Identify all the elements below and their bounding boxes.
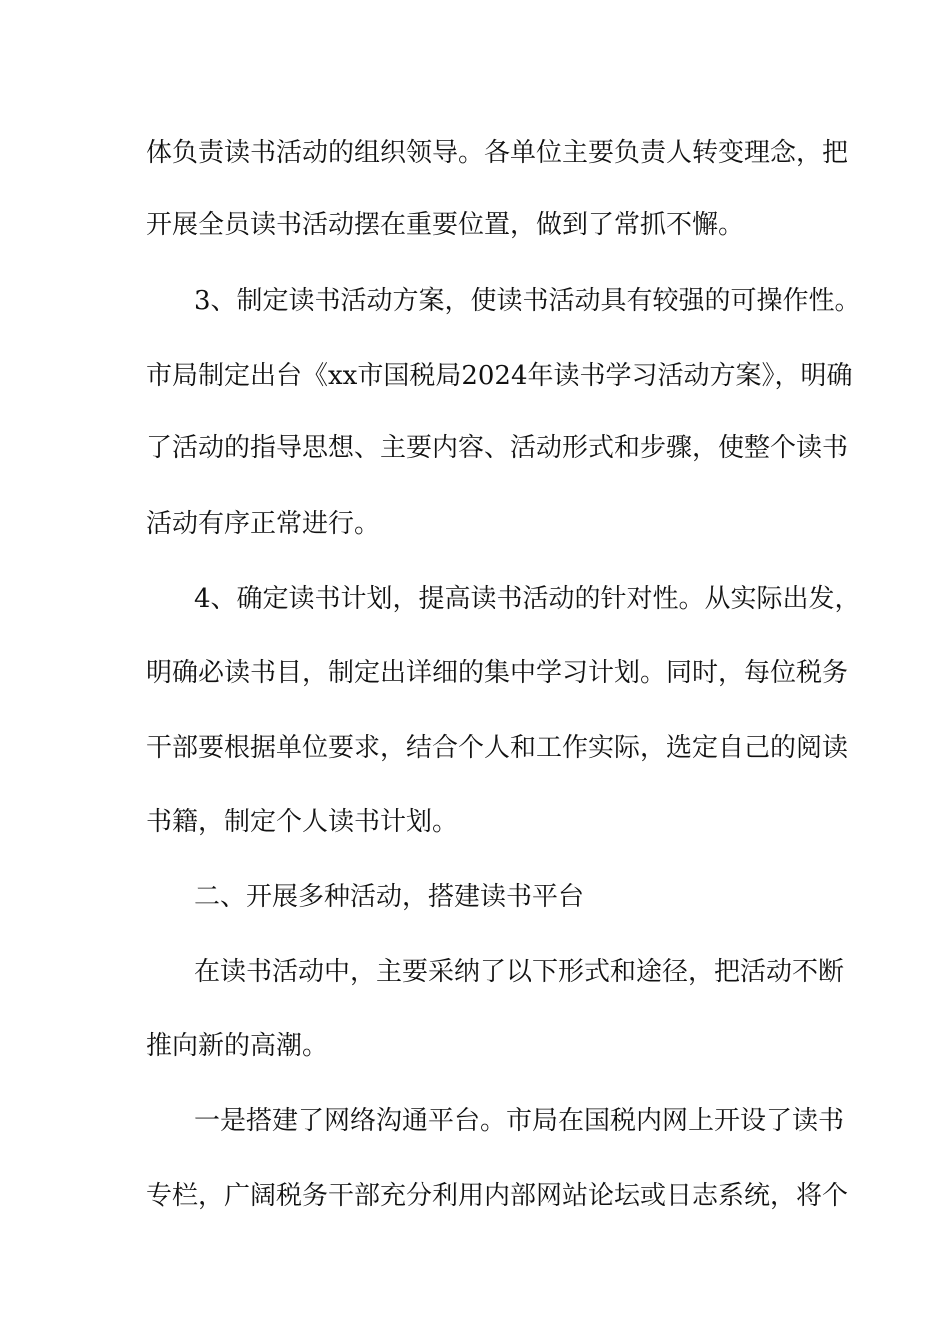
text-line-5: 了活动的指导思想、主要内容、活动形式和步骤，使整个读书 bbox=[146, 433, 849, 463]
text-line-10: 书籍，制定个人读书计划。 bbox=[146, 807, 459, 837]
text-line-12: 在读书活动中，主要采纳了以下形式和途径，把活动不断 bbox=[194, 957, 845, 987]
text-line-1: 体负责读书活动的组织领导。各单位主要负责人转变理念，把 bbox=[146, 138, 849, 168]
text-line-4: 市局制定出台《xx市国税局2024年读书学习活动方案》，明确 bbox=[146, 361, 853, 391]
text-line-13: 推向新的高潮。 bbox=[146, 1031, 329, 1061]
text-line-8: 明确必读书目，制定出详细的集中学习计划。同时，每位税务 bbox=[146, 658, 849, 688]
text-line-9: 干部要根据单位要求，结合个人和工作实际，选定自己的阅读 bbox=[146, 733, 849, 763]
text-line-3: 3、制定读书活动方案，使读书活动具有较强的可操作性。 bbox=[194, 286, 861, 316]
text-line-14: 一是搭建了网络沟通平台。市局在国税内网上开设了读书 bbox=[194, 1106, 845, 1136]
text-line-6: 活动有序正常进行。 bbox=[146, 509, 381, 539]
text-line-2: 开展全员读书活动摆在重要位置，做到了常抓不懈。 bbox=[146, 210, 745, 240]
text-line-15: 专栏，广阔税务干部充分利用内部网站论坛或日志系统，将个 bbox=[146, 1181, 849, 1211]
section-heading: 二、开展多种活动，搭建读书平台 bbox=[194, 882, 585, 912]
text-line-7: 4、确定读书计划，提高读书活动的针对性。从实际出发， bbox=[194, 584, 861, 614]
